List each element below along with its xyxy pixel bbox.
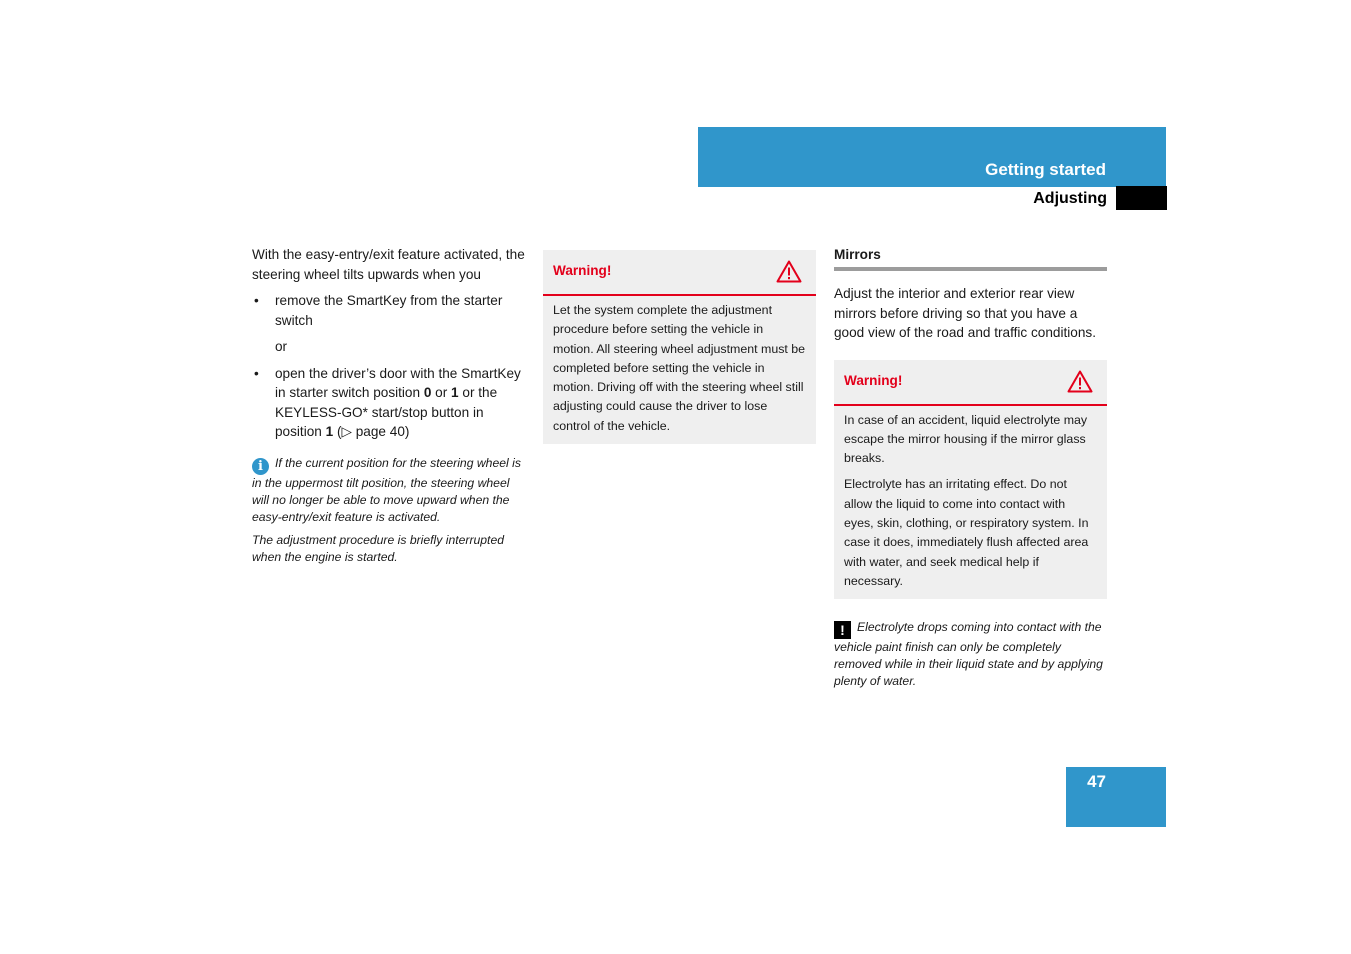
info-note xyxy=(252,455,525,526)
bullet-text: remove the SmartKey from the starter switch xyxy=(275,293,503,328)
warning-text: Electrolyte has an irritating effect. Do not allow the liquid to come into contact with eyes, skin, clothing, or respiratory system. In case it does, immediately flush affected area with water, and seek medical help if necessary. xyxy=(844,477,1089,588)
warning-label: Warning! xyxy=(844,372,903,388)
warning-header xyxy=(834,360,1107,406)
bullet-text-part: or xyxy=(431,385,452,400)
bullet-dot: • xyxy=(254,293,259,308)
column-warning xyxy=(543,250,816,444)
or-text: or xyxy=(275,339,288,354)
switch-position: 1 xyxy=(451,385,459,400)
bullet-text-part: open the driver’s door with the SmartKey in starter switch position xyxy=(275,365,521,400)
caution-note-text: Electrolyte drops coming into contact with the vehicle paint finish can only be completely removed while in their liquid state and by applying plenty of water. xyxy=(834,620,1103,689)
header-bar xyxy=(698,127,1166,187)
warning-triangle-icon xyxy=(1067,370,1093,393)
warning-text: In case of an accident, liquid electrolyte may escape the mirror housing if the mirror glass breaks. xyxy=(844,412,1088,466)
subsection-title: Adjusting xyxy=(1033,190,1107,207)
intro-text: With the easy-entry/exit feature activated, the steering wheel tilts upwards when you xyxy=(252,247,525,282)
bullet-text-part: or the KEYLESS-GO* start/stop button in position xyxy=(275,385,498,439)
mirrors-intro: Adjust the interior and exterior rear view mirrors before driving so that you have a good view of the road and traffic conditions. xyxy=(834,286,1096,340)
bullet-dot: • xyxy=(254,365,259,381)
warning-box xyxy=(543,250,816,444)
page-number: 47 xyxy=(1087,772,1106,791)
list-item xyxy=(252,291,525,330)
warning-body xyxy=(834,406,1107,600)
section-tab-marker xyxy=(1116,186,1167,210)
column-easy-entry xyxy=(252,245,525,566)
info-note-2: The adjustment procedure is briefly interrupted when the engine is started. xyxy=(252,532,505,564)
heading-rule xyxy=(834,267,1107,271)
warning-header xyxy=(543,250,816,296)
warning-text: Let the system complete the adjustment procedure before setting the vehicle in motion. All steering wheel adjustment must be completed before setting the vehicle in motion. Driving off with the steering wheel still adjusting could cause the driver to lose control of the vehicle. xyxy=(553,303,806,433)
info-note-text: If the current position for the steering wheel is in the uppermost tilt position, the steering wheel will no longer be able to move upward when the easy-entry/exit feature is activated. xyxy=(252,455,521,524)
switch-position: 1 xyxy=(325,424,334,439)
caution-note xyxy=(834,619,1107,690)
warning-triangle-icon xyxy=(776,260,802,283)
warning-body xyxy=(543,296,816,444)
warning-box xyxy=(834,360,1107,600)
warning-label: Warning! xyxy=(553,263,612,278)
column-mirrors xyxy=(834,245,1107,690)
section-title: Getting started xyxy=(985,160,1106,179)
switch-position: 0 xyxy=(423,385,432,400)
page-reference: (▷ page 40) xyxy=(333,424,410,439)
list-item xyxy=(252,364,525,442)
info-icon: i xyxy=(252,458,269,475)
bullet-text xyxy=(275,366,521,440)
exclamation-icon: ! xyxy=(834,621,851,639)
mirrors-heading: Mirrors xyxy=(834,247,881,262)
page-number-box xyxy=(1066,767,1166,827)
